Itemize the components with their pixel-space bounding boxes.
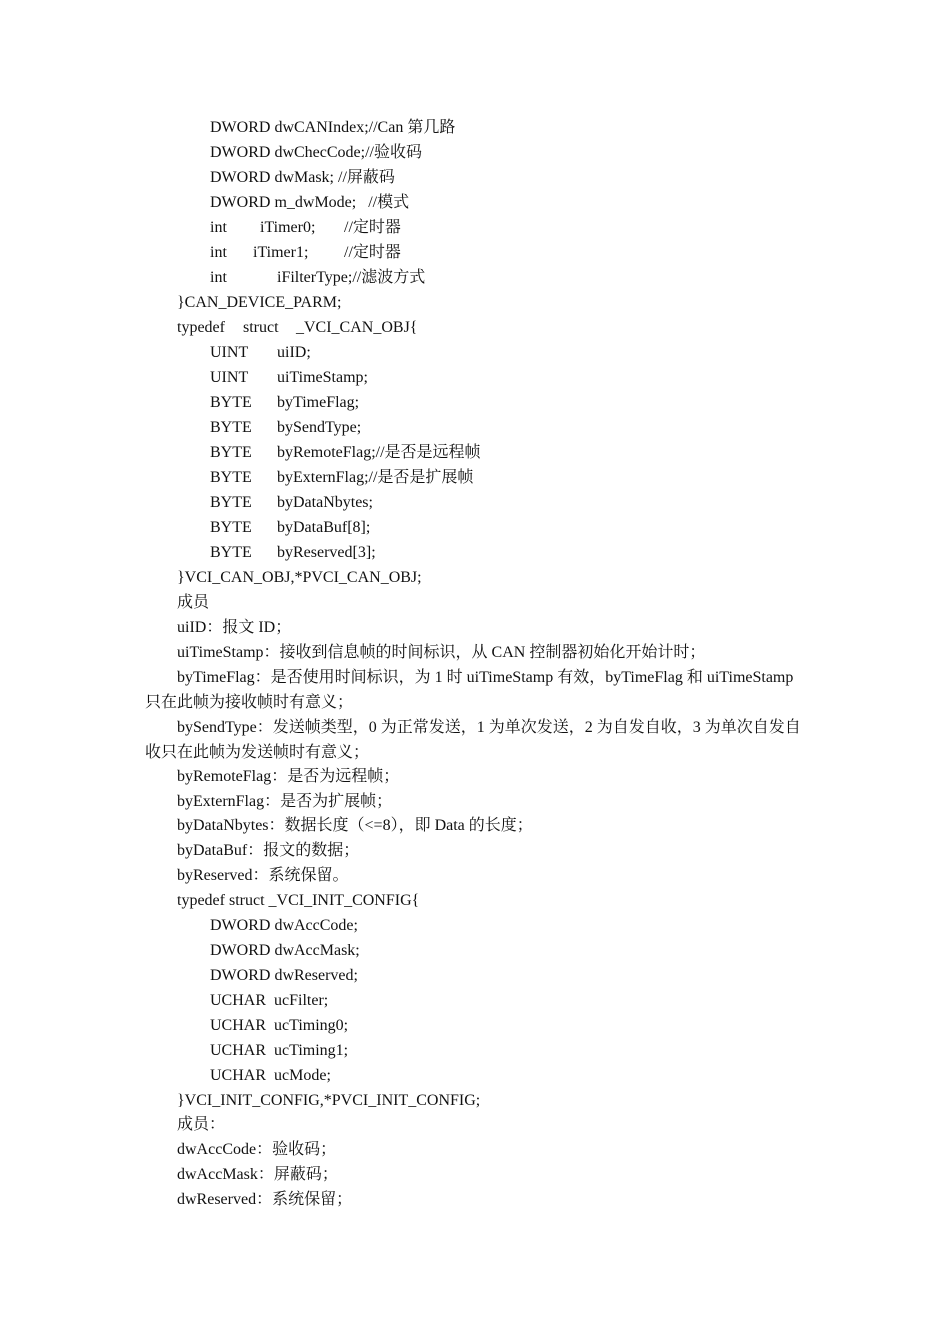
code-line: UCHAR ucFilter;	[210, 992, 329, 1009]
code-line: DWORD dwReserved;	[210, 967, 358, 984]
code-line	[210, 343, 311, 363]
field-name: byRemoteFlag;//是否是远程帧	[277, 444, 481, 461]
member-desc: uiID：报文 ID；	[177, 619, 292, 636]
code-line: DWORD dwMask; //屏蔽码	[210, 169, 395, 186]
member-desc: byRemoteFlag：是否为远程帧；	[177, 768, 400, 785]
member-desc: byExternFlag：是否为扩展帧；	[177, 793, 393, 810]
code-line: UCHAR ucTiming0;	[210, 1017, 349, 1034]
section-title: 成员	[177, 594, 210, 611]
keyword: struct	[243, 319, 279, 336]
code-line	[210, 418, 361, 438]
field-name: byExternFlag;//是否是扩展帧	[277, 469, 474, 486]
field-type: BYTE	[210, 519, 252, 536]
field-name: byDataNbytes;	[277, 494, 373, 511]
field-type: int	[210, 269, 227, 286]
code-line	[210, 443, 481, 463]
code-line	[210, 493, 373, 513]
struct-typedef: typedef struct _VCI_INIT_CONFIG{	[177, 892, 420, 909]
code-line: DWORD dwAccMask;	[210, 942, 360, 959]
code-line	[210, 393, 359, 413]
field-name: byReserved[3];	[277, 544, 376, 561]
struct-close: }VCI_INIT_CONFIG,*PVCI_INIT_CONFIG;	[177, 1092, 481, 1109]
member-desc: dwReserved：系统保留；	[177, 1191, 353, 1208]
field-name: iFilterType;//滤波方式	[277, 269, 426, 286]
field-type: UINT	[210, 344, 249, 361]
code-line: UCHAR ucMode;	[210, 1067, 331, 1084]
field-name: bySendType;	[277, 419, 362, 436]
struct-name: _VCI_CAN_OBJ{	[296, 319, 418, 336]
field-name: byDataBuf[8];	[277, 519, 371, 536]
field-name: iTimer1;	[253, 244, 309, 261]
field-name: iTimer0;	[260, 219, 316, 236]
code-line	[210, 543, 376, 563]
code-line	[210, 268, 425, 288]
field-name: uiID;	[277, 344, 311, 361]
field-type: BYTE	[210, 444, 252, 461]
field-type: BYTE	[210, 494, 252, 511]
field-type: BYTE	[210, 469, 252, 486]
member-paragraph: bySendType：发送帧类型，0 为正常发送，1 为单次发送，2 为自发自收，3 为单次自发自收只在此帧为发送帧时有意义；	[145, 719, 801, 761]
struct-typedef	[177, 318, 417, 338]
code-line	[210, 218, 401, 238]
code-line	[210, 518, 370, 538]
member-desc: dwAccMask：屏蔽码；	[177, 1166, 338, 1183]
code-line	[210, 243, 401, 263]
code-line	[210, 368, 368, 388]
field-type: BYTE	[210, 419, 252, 436]
field-name: uiTimeStamp;	[277, 369, 368, 386]
code-line: DWORD dwChecCode;//验收码	[210, 144, 422, 161]
field-type: int	[210, 219, 235, 236]
code-line	[210, 468, 473, 488]
code-line: DWORD m_dwMode; //模式	[210, 194, 410, 211]
field-type: BYTE	[210, 544, 252, 561]
field-comment: //定时器	[344, 219, 401, 236]
member-desc: uiTimeStamp：接收到信息帧的时间标识，从 CAN 控制器初始化开始计时；	[177, 644, 706, 661]
struct-close: }CAN_DEVICE_PARM;	[177, 294, 342, 311]
member-desc: byDataBuf：报文的数据；	[177, 842, 360, 859]
field-type: UINT	[210, 369, 249, 386]
member-desc: byDataNbytes：数据长度（<=8），即 Data 的长度；	[177, 817, 533, 834]
struct-close: }VCI_CAN_OBJ,*PVCI_CAN_OBJ;	[177, 569, 422, 586]
section-title: 成员：	[177, 1116, 226, 1133]
code-line: DWORD dwAccCode;	[210, 917, 358, 934]
field-name: byTimeFlag;	[277, 394, 360, 411]
code-line: DWORD dwCANIndex;//Can 第几路	[210, 119, 456, 136]
member-desc: dwAccCode：验收码；	[177, 1141, 337, 1158]
code-line: UCHAR ucTiming1;	[210, 1042, 349, 1059]
field-comment: //定时器	[344, 244, 401, 261]
member-desc: byReserved：系统保留。	[177, 867, 349, 884]
member-paragraph: byTimeFlag：是否使用时间标识，为 1 时 uiTimeStamp 有效，byTimeFlag 和 uiTimeStamp 只在此帧为接收帧时有意义；	[145, 669, 794, 711]
field-type: BYTE	[210, 394, 252, 411]
keyword: typedef	[177, 319, 225, 336]
field-type: int	[210, 244, 235, 261]
